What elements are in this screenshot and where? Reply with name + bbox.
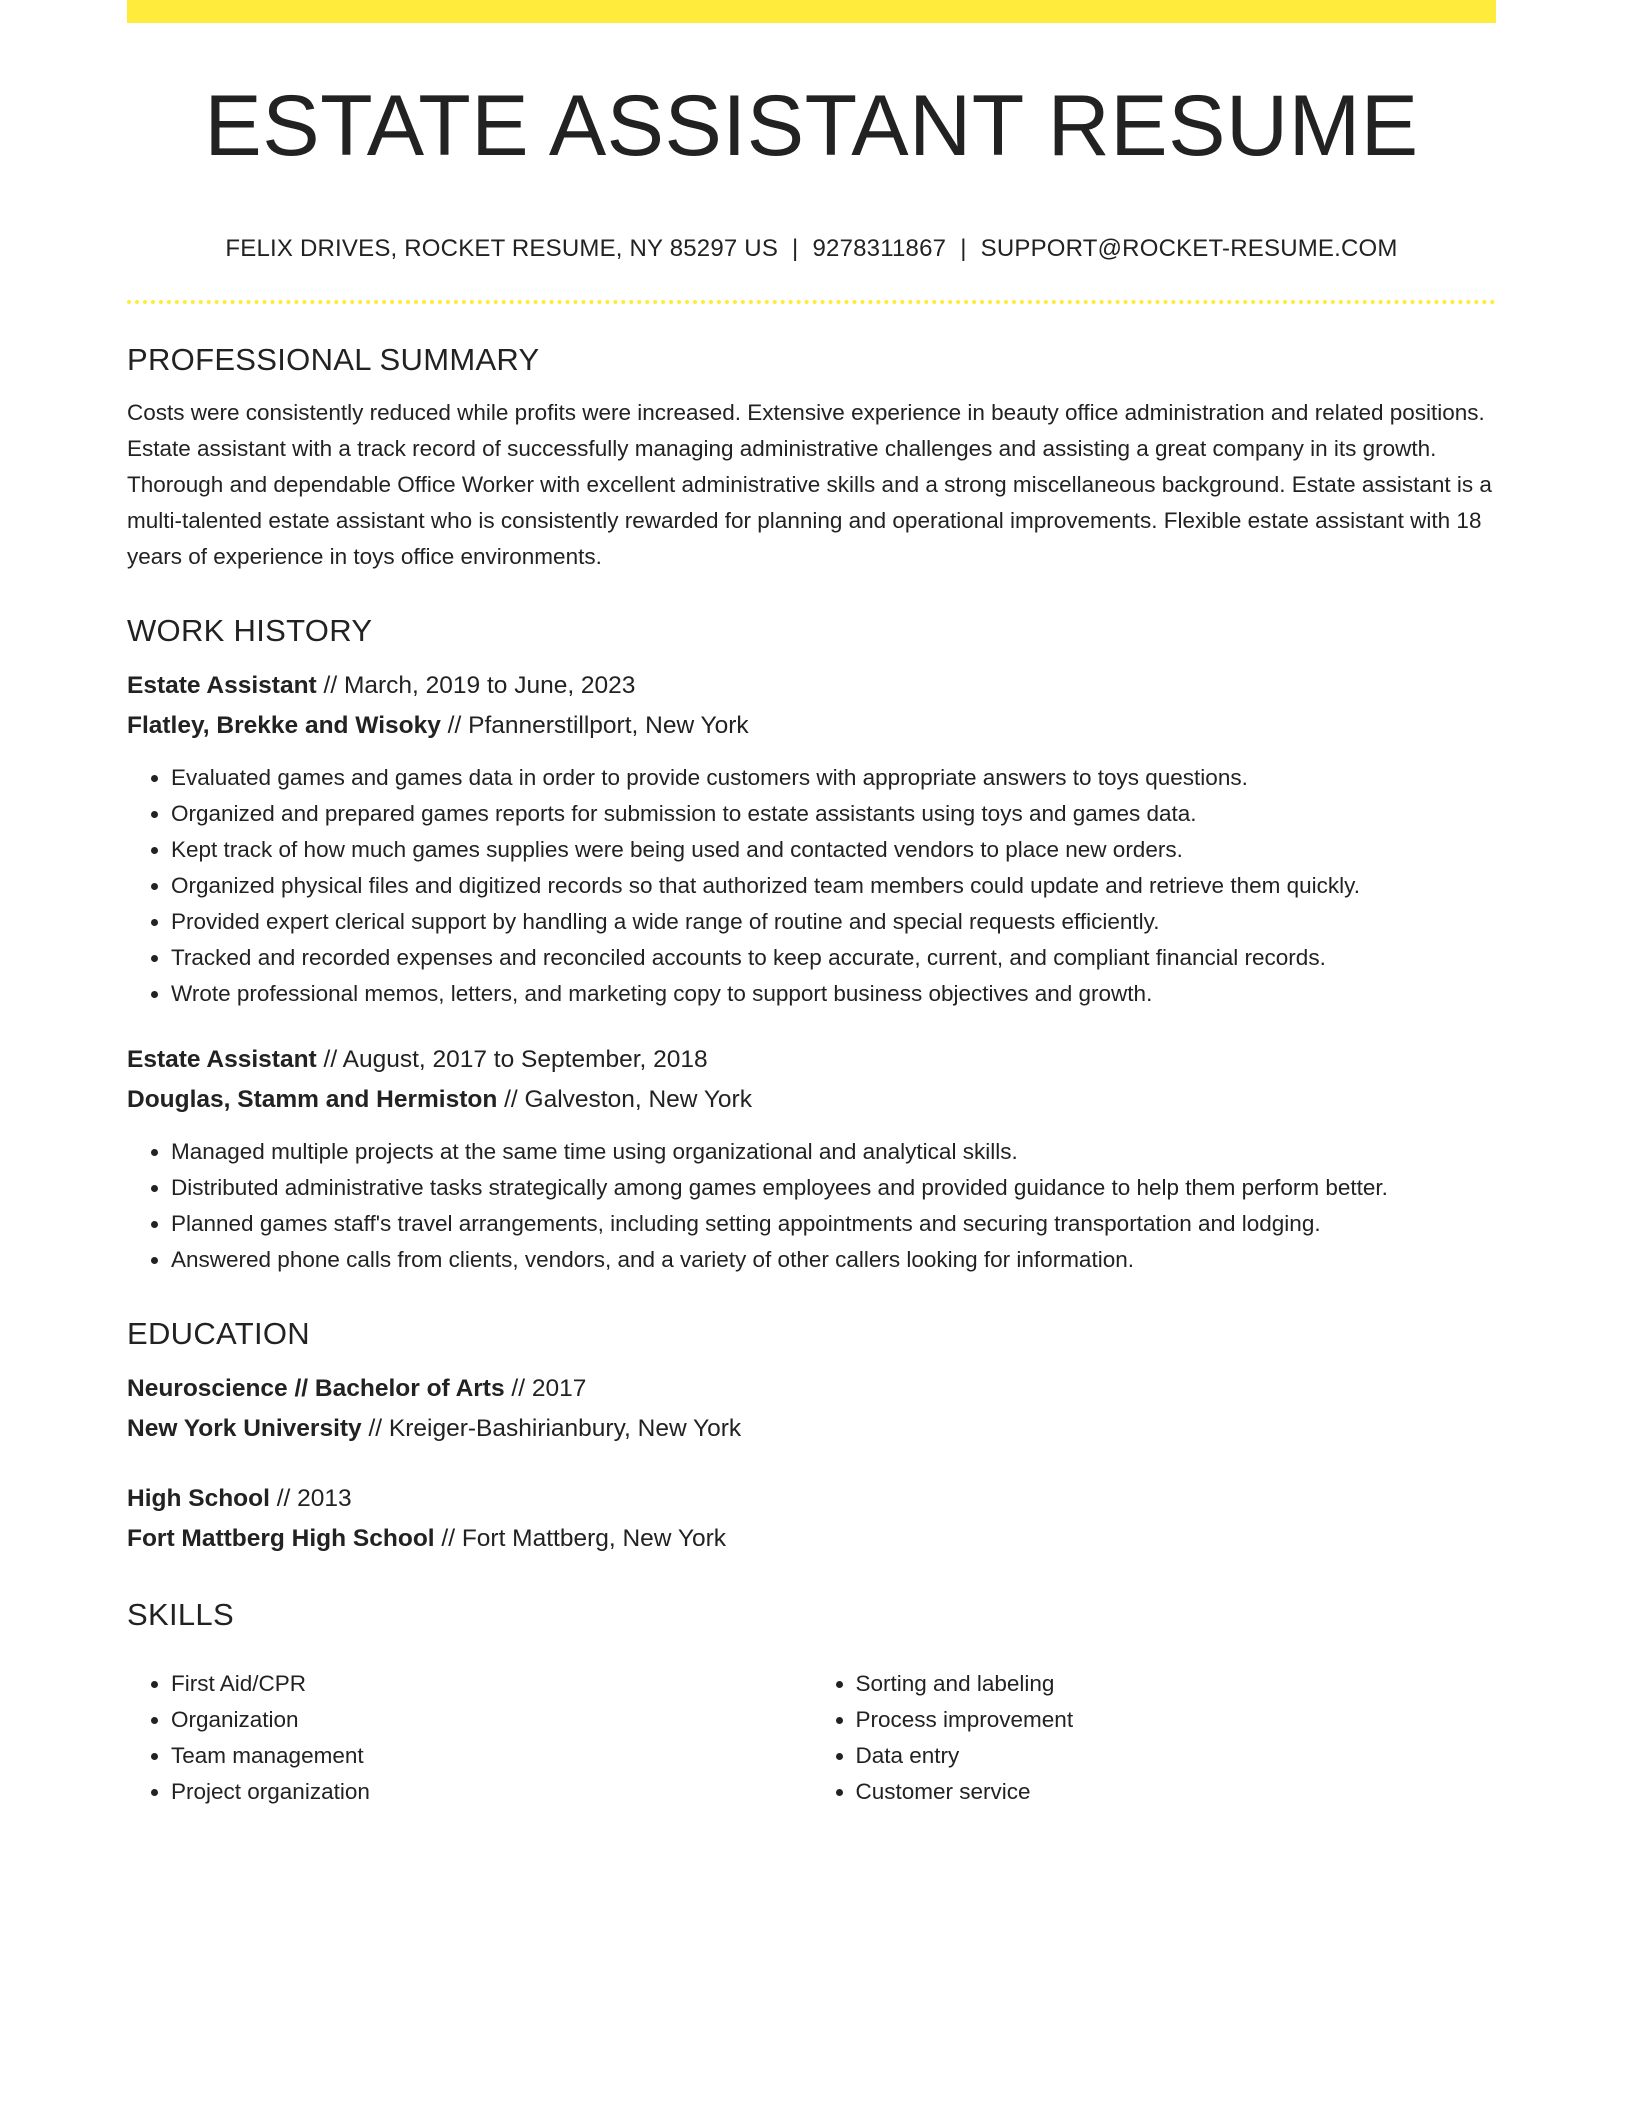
job-company-line (127, 1080, 1496, 1120)
job-dates: // March, 2019 to June, 2023 (316, 671, 636, 699)
job-location: // Galveston, New York (497, 1085, 752, 1113)
work-history-section (127, 612, 1496, 1278)
job-company: Douglas, Stamm and Hermiston (127, 1085, 498, 1113)
summary-section (127, 341, 1496, 575)
education-location: // Kreiger-Bashirianbury, New York (361, 1414, 742, 1442)
education-section (127, 1315, 1496, 1559)
job-role: Estate Assistant (127, 671, 317, 699)
job-company: Flatley, Brekke and Wisoky (127, 711, 441, 739)
top-accent-bar (127, 0, 1496, 23)
job-title-line (127, 1040, 1496, 1080)
education-school-line (127, 1519, 1496, 1559)
list-item: • Kept track of how much games supplies were being used and contacted vendors to place new orders. (171, 832, 1496, 868)
list-item: • Wrote professional memos, letters, and marketing copy to support business objectives and growth. (171, 976, 1496, 1012)
education-degree-line (127, 1369, 1496, 1409)
job-company-line (127, 706, 1496, 746)
list-item: • Distributed administrative tasks strategically among games employees and provided guidance to help them perform better. (171, 1170, 1496, 1206)
skill-item: • Project organization (171, 1774, 812, 1810)
job-bullets (127, 1134, 1496, 1278)
education-heading: EDUCATION (127, 1315, 310, 1351)
contact-separator: | (960, 235, 967, 262)
contact-line (127, 235, 1496, 264)
summary-heading: PROFESSIONAL SUMMARY (127, 341, 540, 377)
list-item: • Provided expert clerical support by handling a wide range of routine and special requests efficiently. (171, 904, 1496, 940)
skills-section (127, 1596, 1496, 1810)
job-title-line (127, 666, 1496, 706)
job-dates: // August, 2017 to September, 2018 (316, 1045, 708, 1073)
skill-item: • Team management (171, 1738, 812, 1774)
education-degree: High School (127, 1484, 270, 1512)
job-entry (127, 1040, 1496, 1278)
list-item: • Answered phone calls from clients, vendors, and a variety of other callers looking for information. (171, 1242, 1496, 1278)
education-year: // 2013 (269, 1484, 352, 1512)
contact-separator: | (792, 235, 799, 262)
contact-email: SUPPORT@ROCKET-RESUME.COM (980, 235, 1398, 262)
contact-address: FELIX DRIVES, ROCKET RESUME, NY 85297 US (225, 235, 779, 262)
skill-item: • First Aid/CPR (171, 1666, 812, 1702)
education-school: Fort Mattberg High School (127, 1524, 435, 1552)
skill-item: • Process improvement (856, 1702, 1497, 1738)
contact-phone: 9278311867 (812, 235, 947, 262)
skill-item: • Sorting and labeling (856, 1666, 1497, 1702)
job-role: Estate Assistant (127, 1045, 317, 1073)
skills-right-column (812, 1666, 1497, 1810)
education-entry (127, 1479, 1496, 1559)
skill-item: • Data entry (856, 1738, 1497, 1774)
list-item: • Evaluated games and games data in order to provide customers with appropriate answers to toys questions. (171, 760, 1496, 796)
job-location: // Pfannerstillport, New York (440, 711, 749, 739)
page-title: ESTATE ASSISTANT RESUME (204, 78, 1419, 174)
education-degree-line (127, 1479, 1496, 1519)
skill-item: • Customer service (856, 1774, 1497, 1810)
list-item: • Tracked and recorded expenses and reconciled accounts to keep accurate, current, and compliant financial records. (171, 940, 1496, 976)
skills-left-column (127, 1666, 812, 1810)
education-degree: Neuroscience // Bachelor of Arts (127, 1374, 505, 1402)
education-year: // 2017 (504, 1374, 587, 1402)
list-item: • Managed multiple projects at the same time using organizational and analytical skills. (171, 1134, 1496, 1170)
job-bullets (127, 760, 1496, 1012)
work-history-heading: WORK HISTORY (127, 612, 373, 648)
education-location: // Fort Mattberg, New York (434, 1524, 726, 1552)
list-item: • Organized and prepared games reports for submission to estate assistants using toys and games data. (171, 796, 1496, 832)
education-entry (127, 1369, 1496, 1449)
education-school-line (127, 1409, 1496, 1449)
job-entry (127, 666, 1496, 1012)
resume-page (127, 0, 1496, 1810)
list-item: • Organized physical files and digitized records so that authorized team members could update and retrieve them quickly. (171, 868, 1496, 904)
skills-heading: SKILLS (127, 1596, 234, 1632)
skills-columns (127, 1650, 1496, 1810)
dotted-divider (127, 300, 1496, 304)
summary-text: Costs were consistently reduced while profits were increased. Extensive experience in beauty office administration and related positions. Estate assistant with a track record of successfully managing administrative challenges and assisting a great company in its growth. Thorough and dependable Office Worker with excellent administrative skills and a strong miscellaneous background. Estate assistant is a multi-talented estate assistant who is consistently rewarded for planning and operational improvements. Flexible estate assistant with 18 years of experience in toys office environments. (127, 399, 1492, 569)
skill-item: • Organization (171, 1702, 812, 1738)
list-item: • Planned games staff's travel arrangements, including setting appointments and securing transportation and lodging. (171, 1206, 1496, 1242)
education-school: New York University (127, 1414, 362, 1442)
